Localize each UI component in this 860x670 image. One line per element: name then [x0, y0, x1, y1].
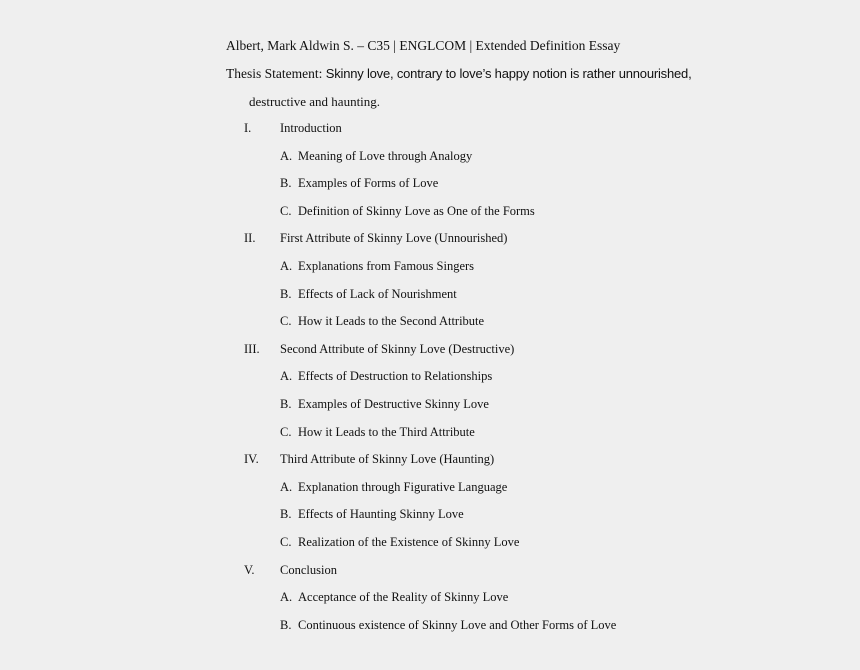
- thesis-text-line1: Skinny love, contrary to love’s happy notion is rather unnourished,: [325, 66, 692, 81]
- subpoint-letter: A.: [280, 148, 293, 163]
- subpoint-letter: B.: [280, 286, 292, 301]
- subpoint-text: Realization of the Existence of Skinny Love: [298, 535, 520, 549]
- section-title: Conclusion: [280, 562, 337, 577]
- subpoint-text: Examples of Forms of Love: [298, 176, 439, 191]
- subpoint-letter: C.: [280, 314, 292, 329]
- section-numeral: IV.: [244, 452, 259, 467]
- thesis-statement: [226, 66, 691, 82]
- subpoint-text: Continuous existence of Skinny Love and Other Forms of Love: [298, 617, 617, 632]
- subpoint-text: Effects of Haunting Skinny Love: [298, 507, 464, 522]
- section-numeral: II.: [244, 231, 256, 246]
- section-numeral: III.: [244, 341, 260, 356]
- subpoint-text: How it Leads to the Third Attribute: [298, 424, 475, 439]
- subpoint-letter: A.: [280, 259, 293, 273]
- section-title: Third Attribute of Skinny Love (Haunting): [280, 452, 495, 467]
- subpoint-letter: B.: [280, 507, 292, 522]
- thesis-label: Thesis Statement:: [226, 66, 326, 81]
- subpoint-text: How it Leads to the Second Attribute: [298, 314, 485, 329]
- subpoint-text: Acceptance of the Reality of Skinny Love: [298, 590, 509, 605]
- subpoint-text: Effects of Destruction to Relationships: [298, 369, 493, 384]
- subpoint-text: Definition of Skinny Love as One of the Forms: [298, 203, 535, 218]
- subpoint-text: Explanations from Famous Singers: [298, 259, 475, 273]
- section-title: First Attribute of Skinny Love (Unnourished): [280, 231, 508, 246]
- subpoint-text: Explanation through Figurative Language: [298, 479, 508, 494]
- subpoint-letter: B.: [280, 176, 292, 191]
- subpoint-letter: C.: [280, 203, 292, 218]
- subpoint-text: Examples of Destructive Skinny Love: [298, 397, 489, 411]
- section-title: Introduction: [280, 121, 342, 135]
- subpoint-text: Meaning of Love through Analogy: [298, 148, 473, 163]
- subpoint-text: Effects of Lack of Nourishment: [298, 286, 457, 301]
- subpoint-letter: A.: [280, 590, 293, 605]
- subpoint-letter: B.: [280, 617, 292, 632]
- subpoint-letter: C.: [280, 424, 292, 439]
- subpoint-letter: B.: [280, 397, 292, 411]
- section-title: Second Attribute of Skinny Love (Destructive): [280, 341, 515, 356]
- subpoint-letter: C.: [280, 535, 292, 549]
- thesis-text-line2: destructive and haunting.: [249, 94, 381, 109]
- document-header: Albert, Mark Aldwin S. – C35 | ENGLCOM | Extended Definition Essay: [226, 38, 621, 53]
- subpoint-letter: A.: [280, 479, 293, 494]
- subpoint-letter: A.: [280, 369, 293, 384]
- section-numeral: V.: [244, 562, 255, 577]
- section-numeral: I.: [244, 121, 252, 135]
